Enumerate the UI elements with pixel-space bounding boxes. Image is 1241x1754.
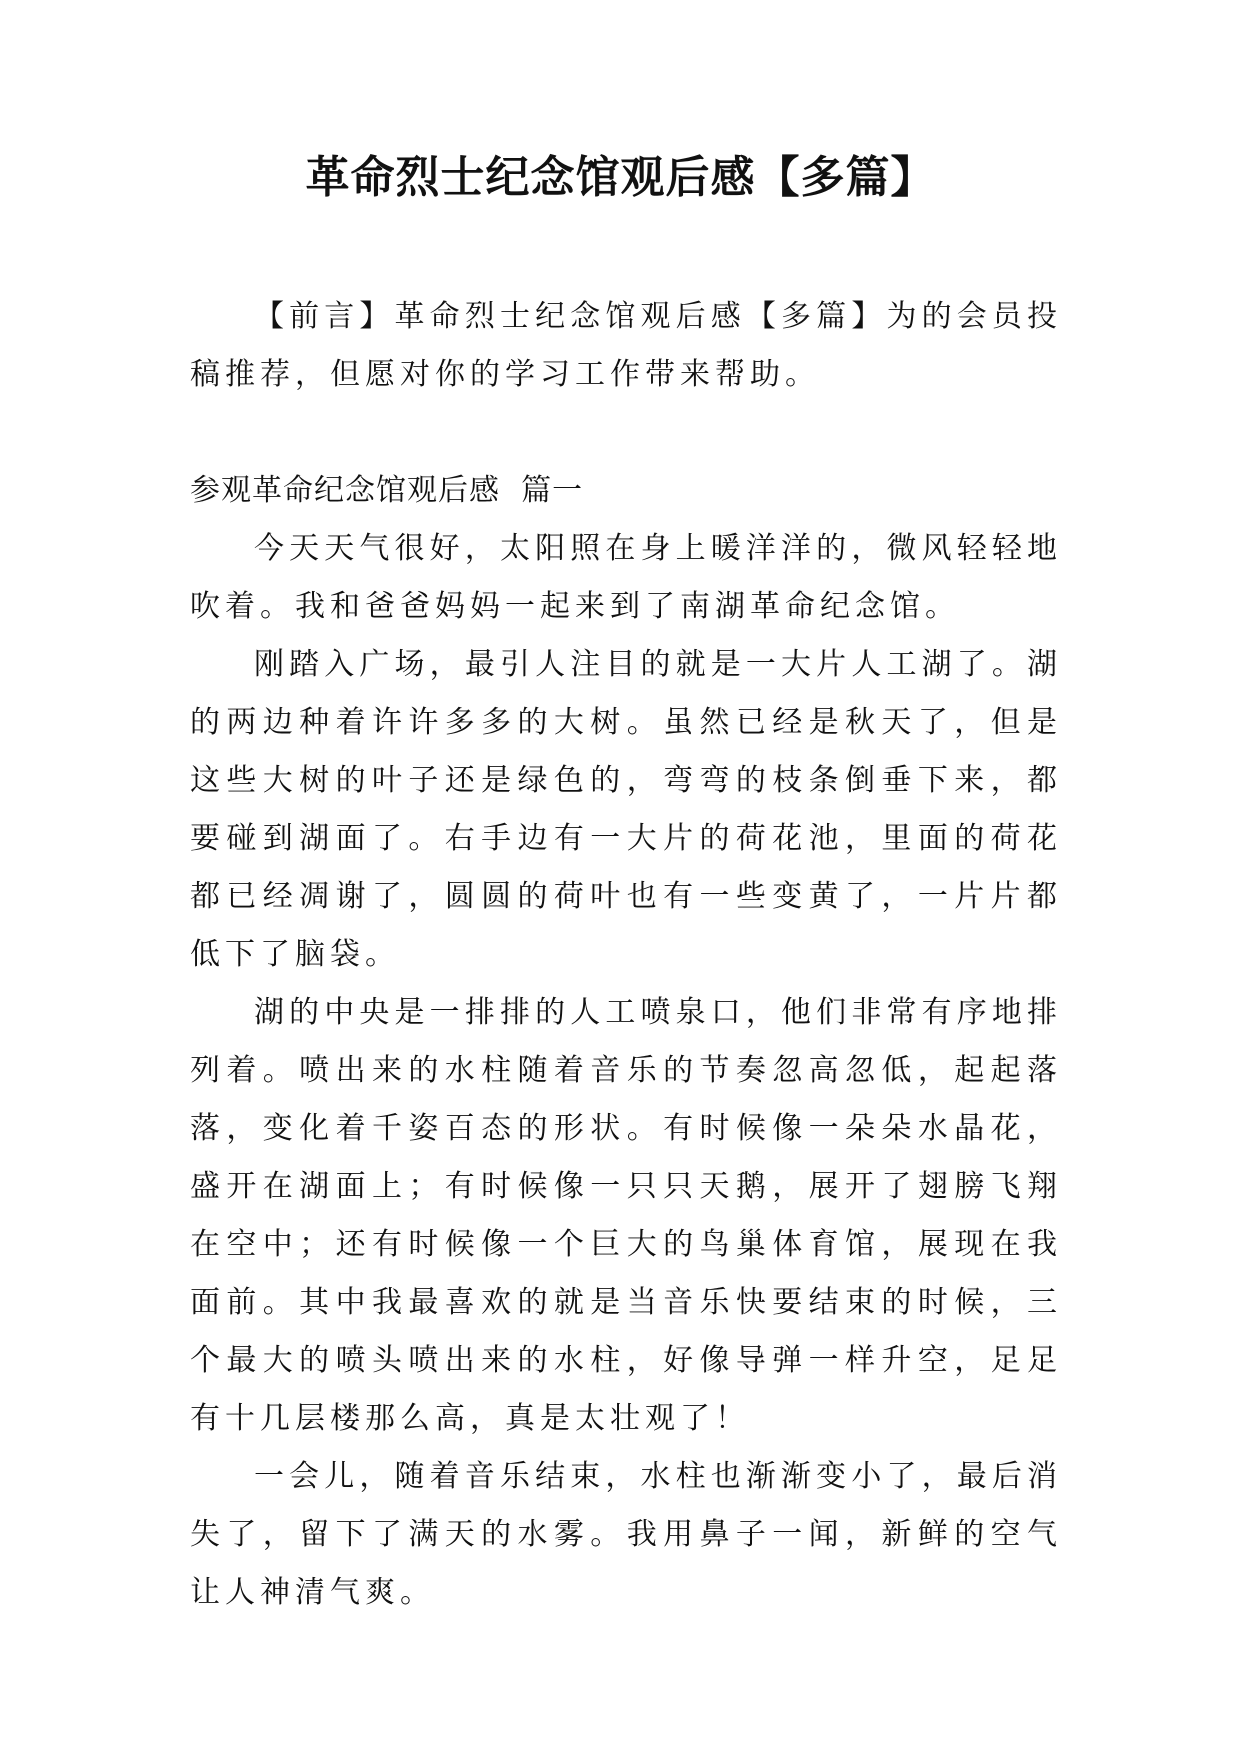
intro-paragraph: 【前言】革命烈士纪念馆观后感【多篇】为的会员投稿推荐，但愿对你的学习工作带来帮助。	[190, 299, 1062, 392]
document-title: 革命烈士纪念馆观后感【多篇】	[305, 152, 936, 203]
document-body	[190, 288, 1062, 1622]
body-paragraph: 今天天气很好，太阳照在身上暖洋洋的，微风轻轻地吹着。我和爸爸妈妈一起来到了南湖革命纪念馆。	[190, 531, 1062, 624]
section-heading: 参观革命纪念馆观后感 篇一	[190, 473, 584, 508]
body-paragraph: 湖的中央是一排排的人工喷泉口，他们非常有序地排列着。喷出来的水柱随着音乐的节奏忽高忽低，起起落落，变化着千姿百态的形状。有时候像一朵朵水晶花，盛开在湖面上；有时候像一只只天鹅，展开了翅膀飞翔在空中；还有时候像一个巨大的鸟巢体育馆，展现在我面前。其中我最喜欢的就是当音乐快要结束的时候，三个最大的喷头喷出来的水柱，好像导弹一样升空，足足有十几层楼那么高，真是太壮观了！	[190, 995, 1062, 1436]
body-paragraph: 刚踏入广场，最引人注目的就是一大片人工湖了。湖的两边种着许许多多的大树。虽然已经是秋天了，但是这些大树的叶子还是绿色的，弯弯的枝条倒垂下来，都要碰到湖面了。右手边有一大片的荷花池，里面的荷花都已经凋谢了，圆圆的荷叶也有一些变黄了，一片片都低下了脑袋。	[190, 647, 1062, 972]
body-paragraph: 一会儿，随着音乐结束，水柱也渐渐变小了，最后消失了，留下了满天的水雾。我用鼻子一闻，新鲜的空气让人神清气爽。	[190, 1459, 1062, 1610]
